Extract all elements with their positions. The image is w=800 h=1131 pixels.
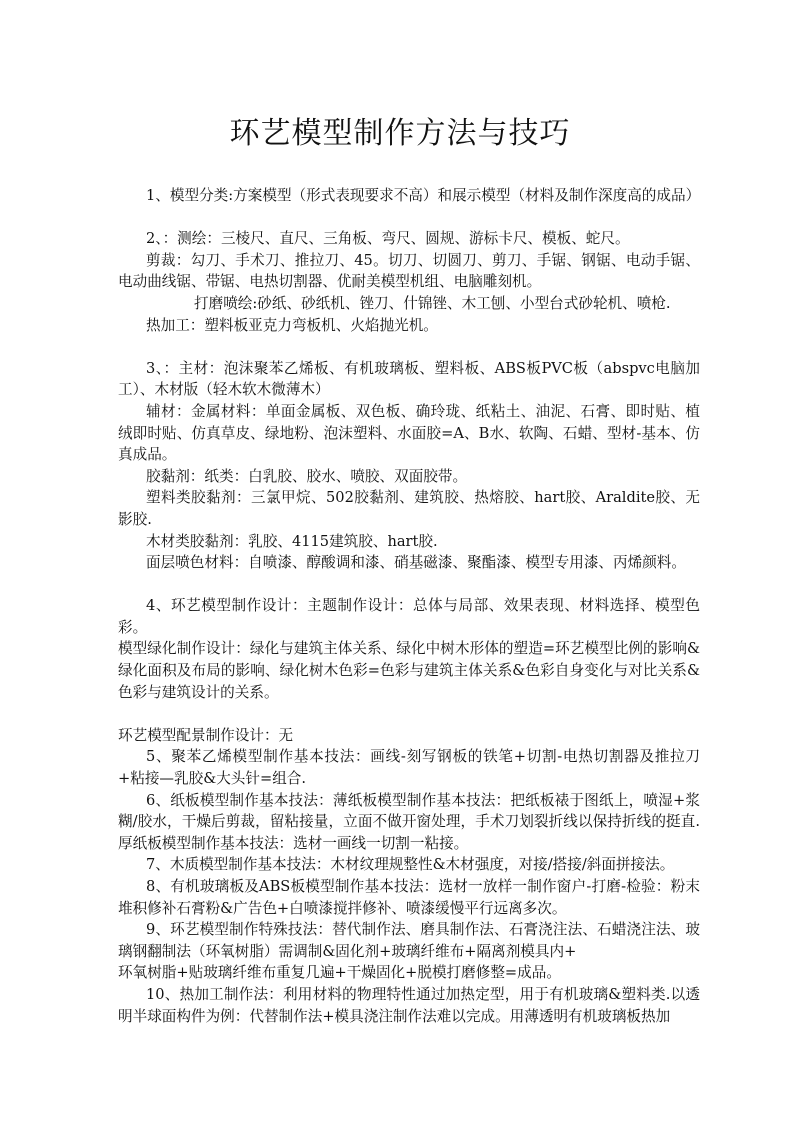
paragraph-3: 剪裁：勾刀、手术刀、推拉刀、45。切刀、切圆刀、剪刀、手锯、钢锯、电动手锯、电动曲线锯、带锯、电热切割器、优耐美模型机组、电脑雕刻机。: [118, 251, 700, 291]
paragraph-15: 5、聚苯乙烯模型制作基本技法：画线-刻写钢板的铁笔+切割-电热切割器及推拉刀+粘接—乳胶&大头针=组合.: [118, 748, 700, 788]
paragraph-8: 胶黏剂：纸类：白乳胶、胶水、喷胶、双面胶带。: [146, 467, 468, 485]
paragraph-5: 热加工：塑料板亚克力弯板机、火焰抛光机。: [146, 316, 438, 334]
paragraph-spacer: [118, 703, 700, 725]
paragraph-18: 8、有机玻璃板及ABS板模型制作基本技法：选材一放样一制作窗户-打磨-检验：粉末堆积修补石膏粉&广告色+白喷漆搅拌修补、喷漆缓慢平行远离多次。: [118, 878, 700, 917]
paragraph-21: 10、热加工制作法：利用材料的物理特性通过加热定型，用于有机玻璃&塑料类.以透明半球面构件为例：代替制作法+模具浇注制作法难以完成。用薄透明有机玻璃板热加: [118, 985, 700, 1025]
paragraph-1: 1、模型分类:方案模型（形式表现要求不高）和展示模型（材料及制作深度高的成品）: [146, 187, 701, 204]
paragraph-20: 环氧树脂+贴玻璃纤维布重复几遍+干燥固化+脱模打磨修整=成品。: [118, 964, 561, 982]
paragraph-9: 塑料类胶黏剂：三氯甲烷、502胶黏剂、建筑胶、热熔胶、hart胶、Araldite胶、无影胶.: [118, 489, 700, 528]
paragraph-14: 环艺模型配景制作设计：无: [118, 726, 294, 744]
paragraph-7: 辅材：金属材料：单面金属板、双色板、确玲珑、纸粘土、油泥、石膏、即时贴、植绒即时贴、仿真草皮、绿地粉、泡沫塑料、水面胶=A、B水、软陶、石蜡、型材-基本、仿真成品。: [118, 402, 700, 464]
paragraph-4: 打磨喷绘:砂纸、砂纸机、锉刀、什锦锉、木工刨、小型台式砂轮机、喷枪.: [194, 294, 671, 312]
paragraph-11: 面层喷色材料：自喷漆、醇酸调和漆、硝基磁漆、聚酯漆、模型专用漆、丙烯颜料。: [146, 554, 686, 572]
document-body: [118, 185, 700, 1027]
paragraph-12: 4、环艺模型制作设计：主题制作设计：总体与局部、效果表现、材料选择、模型色彩。: [118, 597, 700, 636]
document-title: 环艺模型制作方法与技巧: [229, 116, 571, 152]
paragraph-spacer: [118, 336, 700, 358]
paragraph-10: 木材类胶黏剂：乳胶、4115建筑胶、hart胶.: [146, 532, 438, 550]
paragraph-6: 3、：主材：泡沫聚苯乙烯板、有机玻璃板、塑料板、ABS板PVC板（abspvc电脑加工）、木材版（轻木软木微薄木）: [118, 359, 700, 399]
paragraph-13: 模型绿化制作设计：绿化与建筑主体关系、绿化中树木形体的塑造=环艺模型比例的影响&绿化面积及布局的影响、绿化树木色彩=色彩与建筑主体关系&色彩自身变化与对比关系&色彩与建筑设计的关系。: [118, 640, 700, 701]
paragraph-17: 7、木质模型制作基本技法：木材纹理规整性&木材强度，对接/搭接/斜面拼接法。: [146, 856, 675, 874]
paragraph-spacer: [118, 207, 700, 229]
paragraph-2: 2、：测绘：三棱尺、直尺、三角板、弯尺、圆规、游标卡尺、模板、蛇尺。: [146, 230, 630, 248]
paragraph-19: 9、环艺模型制作特殊技法：替代制作法、磨具制作法、石膏浇注法、石蜡浇注法、玻璃钢翻制法（环氧树脂）需调制&固化剂+玻璃纤维布+隔离剂模具内+: [118, 921, 700, 960]
paragraph-spacer: [118, 574, 700, 596]
paragraph-16: 6、纸板模型制作基本技法：薄纸板模型制作基本技法：把纸板裱于图纸上，喷湿+浆糊/胶水，干燥后剪裁，留粘接量，立面不做开窗处理，手术刀划裂折线以保持折线的挺直.厚纸板模型制作基本技法：选材一画线一切割一粘接。: [118, 791, 700, 852]
